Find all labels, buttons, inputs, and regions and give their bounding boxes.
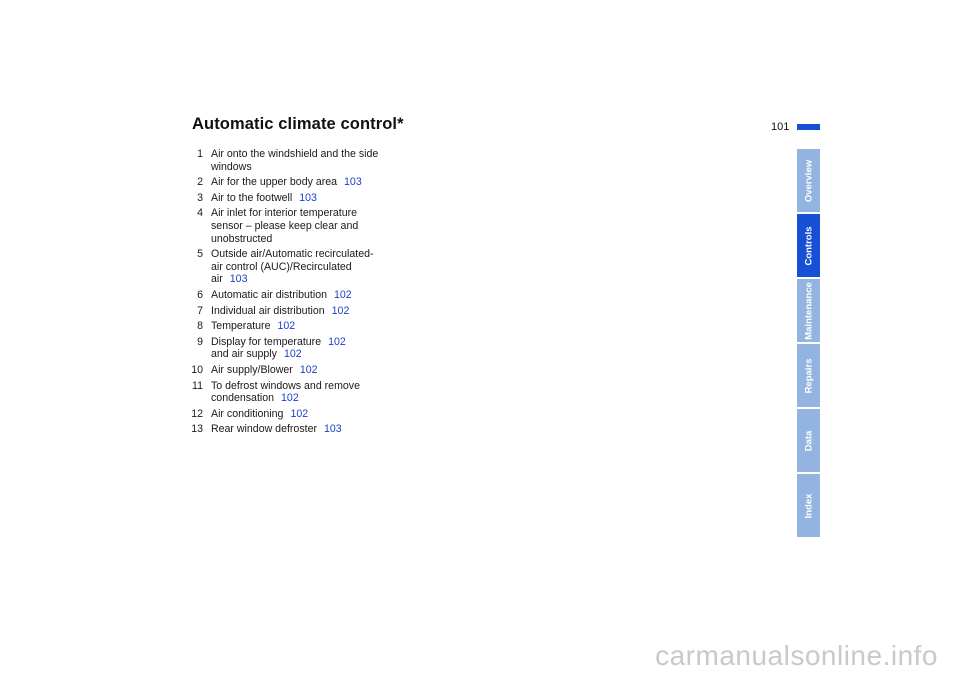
list-item — [177, 423, 407, 436]
item-text: air — [211, 273, 223, 286]
page-reference-link[interactable]: 102 — [277, 320, 296, 333]
page-marker — [797, 124, 820, 130]
page-number: 101 — [771, 121, 790, 133]
item-text: Air to the footwell — [211, 191, 293, 204]
page-reference-link[interactable]: 102 — [290, 407, 309, 420]
tab-label: Data — [803, 430, 814, 451]
page-reference-link[interactable]: 102 — [334, 288, 352, 301]
list-item — [177, 364, 407, 377]
tab-label: Repairs — [803, 358, 814, 393]
tab-index[interactable] — [797, 474, 820, 537]
list-item — [177, 207, 407, 245]
page-reference-link[interactable]: 102 — [328, 335, 346, 348]
item-text: air control (AUC)/Recirculated — [211, 260, 352, 273]
tab-data[interactable] — [797, 409, 820, 472]
item-number: 5 — [197, 248, 203, 261]
item-number: 13 — [191, 423, 203, 436]
watermark: carmanualsonline.info — [655, 640, 938, 671]
list-item — [177, 408, 407, 421]
list-item — [177, 248, 407, 286]
item-text: Air supply/Blower — [211, 363, 293, 376]
item-text: Display for temperature — [211, 335, 322, 348]
page-reference-link[interactable]: 102 — [283, 348, 302, 361]
tab-label: Index — [803, 493, 814, 518]
item-text: Air conditioning — [211, 407, 284, 420]
page-reference-link[interactable]: 102 — [331, 304, 350, 317]
item-number: 3 — [197, 191, 203, 204]
tab-label: Overview — [803, 159, 814, 202]
item-text: and air supply — [211, 348, 277, 361]
tab-maintenance[interactable] — [797, 279, 820, 342]
item-number: 12 — [191, 407, 203, 420]
tab-repairs[interactable] — [797, 344, 820, 407]
page-reference-link[interactable]: 103 — [299, 191, 317, 204]
item-number: 2 — [197, 176, 203, 189]
item-text: unobstructed — [211, 232, 273, 245]
item-number: 8 — [197, 320, 203, 333]
list-item — [177, 289, 407, 302]
list-item — [177, 176, 407, 189]
section-tabs — [797, 149, 821, 539]
item-text: windows — [211, 160, 252, 173]
list-item — [177, 320, 407, 333]
list-item — [177, 305, 407, 318]
page-reference-link[interactable]: 103 — [229, 273, 248, 286]
item-text: Outside air/Automatic recirculated- — [211, 248, 374, 261]
page-reference-link[interactable]: 103 — [344, 176, 362, 189]
legend-list — [177, 148, 407, 439]
item-number: 7 — [197, 304, 203, 317]
page-reference-link[interactable]: 102 — [299, 363, 318, 376]
item-text: Air onto the windshield and the side — [211, 148, 379, 160]
list-item — [177, 192, 407, 205]
item-text: Individual air distribution — [211, 304, 325, 317]
item-text: Air inlet for interior temperature — [211, 207, 358, 220]
item-text: sensor – please keep clear and — [211, 219, 359, 232]
tab-label: Controls — [803, 225, 814, 266]
item-text: condensation — [211, 392, 275, 405]
item-text: Air for the upper body area — [211, 176, 338, 189]
page-reference-link[interactable]: 102 — [281, 392, 299, 405]
item-number: 10 — [191, 363, 203, 376]
item-text: Temperature — [211, 320, 271, 333]
item-number: 6 — [197, 288, 203, 301]
item-number: 11 — [192, 379, 203, 392]
list-item — [177, 336, 407, 361]
item-number: 4 — [197, 207, 203, 220]
item-text: To defrost windows and remove — [211, 379, 360, 392]
list-item — [177, 380, 407, 405]
item-number: 9 — [197, 335, 203, 348]
tab-overview[interactable] — [797, 149, 820, 212]
item-text: Rear window defroster — [211, 423, 317, 436]
page-title: Automatic climate control* — [192, 115, 404, 133]
item-number: 1 — [197, 148, 203, 160]
tab-controls[interactable] — [797, 214, 820, 277]
item-text: Automatic air distribution — [211, 288, 327, 301]
list-item — [177, 148, 407, 173]
tab-label: Maintenance — [803, 281, 814, 340]
page-reference-link[interactable]: 103 — [323, 423, 342, 436]
